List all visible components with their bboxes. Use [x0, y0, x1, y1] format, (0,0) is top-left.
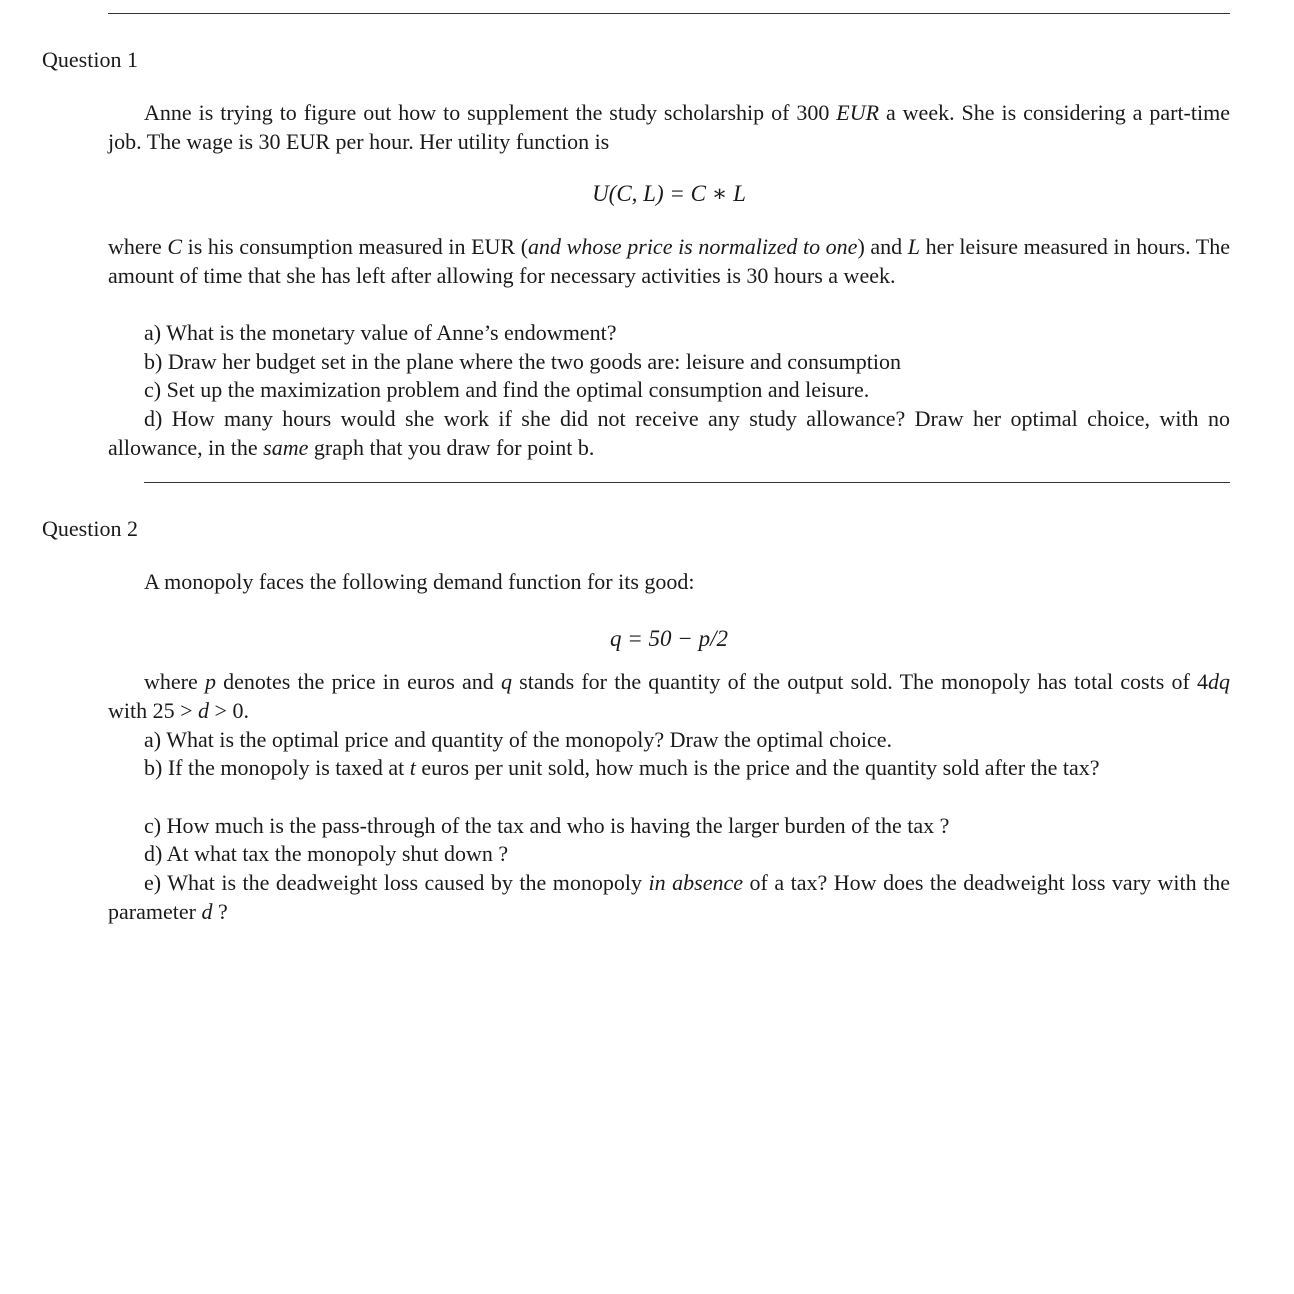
- question-1-intro: Anne is trying to figure out how to supplement the study scholarship of 300 EUR a week. She is considering a part-time job. The wage is 30 EUR per hour. Her utility function is: [108, 100, 1230, 154]
- question-1-heading: Question 1: [42, 47, 138, 72]
- question-1-item-d: d) How many hours would she work if she did not receive any study allowance? Draw her optimal choice, with no allowance, in the same graph that you draw for point b.: [108, 406, 1230, 460]
- question-2-heading: Question 2: [42, 516, 138, 541]
- question-1-definitions: where C is his consumption measured in EUR (and whose price is normalized to one) and L her leisure measured in hours. The amount of time that she has left after allowing for necessary activities is 30 hours a week.: [108, 234, 1230, 288]
- question-2-definitions: where p denotes the price in euros and q stands for the quantity of the output sold. The monopoly has total costs of 4dq with 25 > d > 0.: [108, 669, 1230, 723]
- question-2-item-a: a) What is the optimal price and quantity of the monopoly? Draw the optimal choice.: [144, 727, 892, 752]
- question-1-item-a: a) What is the monetary value of Anne’s endowment?: [144, 320, 617, 345]
- question-2-item-e: e) What is the deadweight loss caused by the monopoly in absence of a tax? How does the deadweight loss vary with the parameter d ?: [108, 870, 1231, 924]
- question-1-item-c: c) Set up the maximization problem and find the optimal consumption and leisure.: [144, 377, 870, 402]
- question-1-item-b: b) Draw her budget set in the plane where the two goods are: leisure and consumption: [144, 349, 901, 374]
- question-1-utility-equation: U(C, L) = C ∗ L: [592, 181, 746, 206]
- question-2-demand-equation: q = 50 − p/2: [610, 626, 728, 651]
- top-rule: [108, 13, 1230, 14]
- section-divider-rule: [144, 482, 1230, 483]
- question-2-item-c: c) How much is the pass-through of the tax and who is having the larger burden of the tax ?: [144, 813, 950, 838]
- question-2-intro: A monopoly faces the following demand function for its good:: [144, 569, 695, 594]
- question-2-item-b: b) If the monopoly is taxed at t euros per unit sold, how much is the price and the quantity sold after the tax?: [144, 755, 1100, 780]
- question-2-item-d: d) At what tax the monopoly shut down ?: [144, 841, 509, 866]
